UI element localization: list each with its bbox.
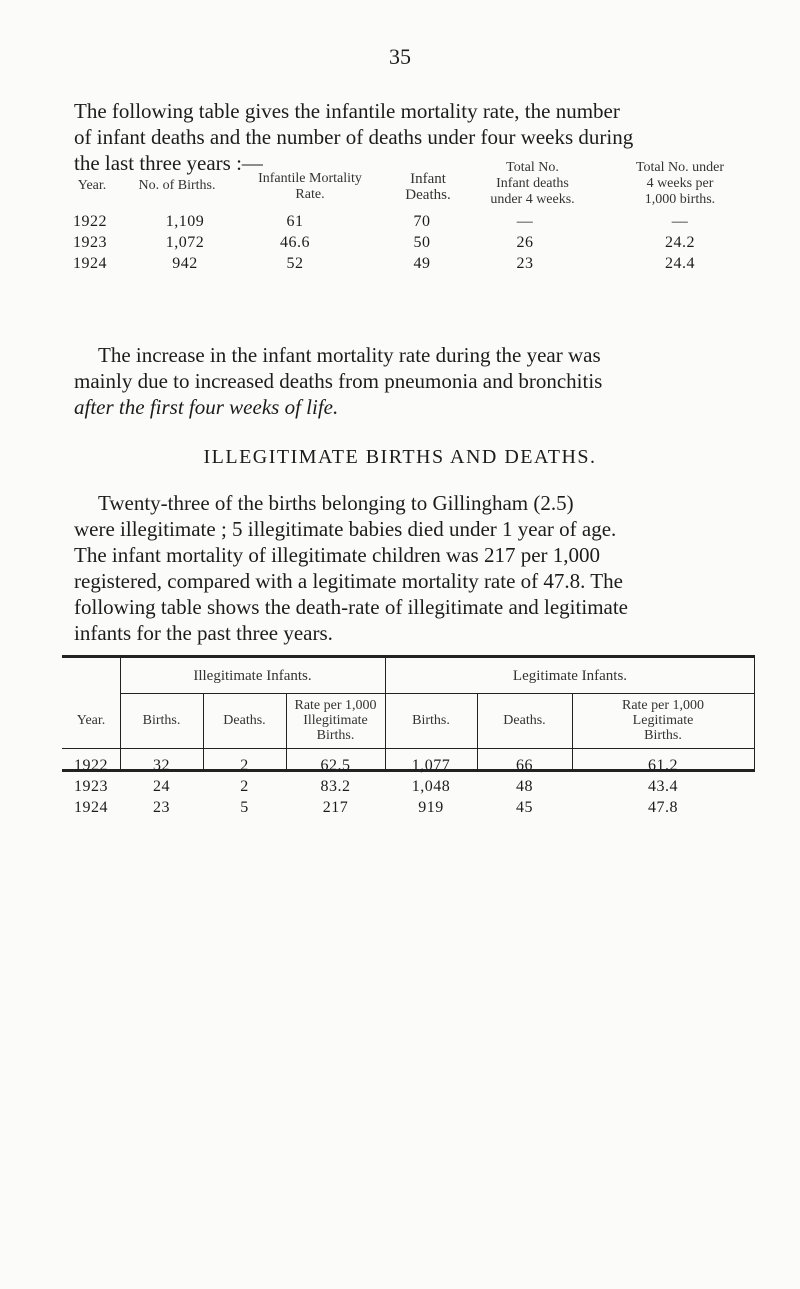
para-line: mainly due to increased deaths from pneumonia and bronchitis [74, 369, 603, 393]
col-header-leg-rate-line: Births. [644, 728, 682, 743]
cell-per1000: — [671, 213, 689, 230]
cell-year: 1924 [74, 799, 108, 816]
group-header-legitimate: Legitimate Infants. [512, 668, 628, 684]
col-header-leg-rate-line: Rate per 1,000 [621, 698, 705, 713]
col-header-leg-births: Births. [412, 713, 450, 728]
col-header-deaths [388, 171, 468, 203]
para-line-italic: after the first four weeks of life. [74, 395, 339, 419]
cell-leg-deaths: 66 [516, 757, 533, 774]
cell-leg-births: 1,048 [411, 778, 451, 795]
para-line: following table shows the death-rate of illegitimate and legitimate [74, 595, 628, 619]
col-header-ill-rate-line: Illegitimate [303, 713, 368, 728]
col-header-rate [235, 171, 385, 203]
col-header-under4 [465, 160, 600, 208]
cell-rate: 52 [286, 255, 304, 272]
col-header-rate-line: Rate. [295, 187, 325, 202]
cell-under4: 26 [516, 234, 534, 251]
cell-year: 1922 [73, 213, 107, 230]
col-header-per1000 [600, 160, 760, 208]
cell-leg-births: 1,077 [411, 757, 451, 774]
cell-births: 1,109 [165, 213, 205, 230]
col-header-ill-births: Births. [142, 713, 181, 728]
cell-per1000: 24.2 [665, 234, 695, 251]
para-line: registered, compared with a legitimate mortality rate of 47.8. The [74, 569, 623, 593]
cell-under4: — [516, 213, 534, 230]
col-header-deaths-line: Infant [410, 171, 446, 187]
cell-year: 1922 [74, 757, 108, 774]
para-line: The infant mortality of illegitimate children was 217 per 1,000 [74, 543, 601, 567]
illegitimate-legitimate-table [62, 655, 755, 772]
col-header-rate-line: Infantile Mortality [258, 171, 362, 186]
cell-deaths: 49 [413, 255, 431, 272]
cell-rate: 61 [286, 213, 304, 230]
cell-ill-births: 23 [153, 799, 170, 816]
cell-leg-births: 919 [418, 799, 444, 816]
cell-ill-births: 32 [153, 757, 170, 774]
col-header-leg-deaths: Deaths. [503, 713, 546, 728]
col-header-under4-line: under 4 weeks. [490, 192, 575, 207]
page-number: 35 [389, 44, 411, 69]
col-header-leg-rate-line: Legitimate [632, 713, 694, 728]
para-line: infants for the past three years. [74, 621, 333, 645]
col-header-year: Year. [77, 178, 107, 193]
intro-line: The following table gives the infantile mortality rate, the number [74, 99, 620, 123]
cell-leg-rate: 43.4 [648, 778, 678, 795]
table-top-rule [62, 655, 755, 658]
cell-under4: 23 [516, 255, 534, 272]
cell-leg-rate: 61.2 [648, 757, 678, 774]
mortality-comment-paragraph [74, 342, 752, 420]
illegitimate-paragraph [74, 490, 752, 646]
section-heading: ILLEGITIMATE BIRTHS AND DEATHS. [203, 446, 597, 468]
header-rule [62, 748, 755, 749]
cell-leg-rate: 47.8 [648, 799, 678, 816]
col-header-under4-line: Infant deaths [496, 176, 569, 191]
col-header-ill-rate-line: Births. [316, 728, 355, 743]
group-header-illegitimate: Illegitimate Infants. [193, 668, 312, 684]
col-header-under4-line: Total No. [506, 160, 559, 175]
group-rule [120, 693, 755, 694]
cell-ill-births: 24 [153, 778, 170, 795]
cell-deaths: 70 [413, 213, 431, 230]
cell-year: 1923 [73, 234, 107, 251]
cell-rate: 46.6 [280, 234, 310, 251]
cell-year: 1923 [74, 778, 108, 795]
intro-line: of infant deaths and the number of deaths under four weeks during [74, 125, 634, 149]
cell-ill-rate: 83.2 [320, 778, 351, 795]
col-header-year: Year. [76, 713, 106, 728]
table2-body [62, 757, 755, 827]
col-header-leg-rate [572, 698, 754, 743]
col-header-per1000-line: 1,000 births. [644, 192, 716, 207]
cell-ill-rate: 62.5 [320, 757, 351, 774]
col-header-deaths-line: Deaths. [405, 187, 451, 203]
cell-ill-rate: 217 [322, 799, 349, 816]
cell-leg-deaths: 45 [516, 799, 533, 816]
col-header-births: No. of Births. [138, 178, 216, 193]
col-header-per1000-line: Total No. under [635, 160, 725, 175]
cell-births: 942 [172, 255, 198, 272]
cell-ill-deaths: 2 [240, 757, 249, 774]
para-line: were illegitimate ; 5 illegitimate babies died under 1 year of age. [74, 517, 617, 541]
cell-per1000: 24.4 [665, 255, 695, 272]
para-line: Twenty-three of the births belonging to Gillingham (2.5) [98, 491, 574, 515]
col-header-ill-deaths: Deaths. [223, 713, 266, 728]
para-line: The increase in the infant mortality rate during the year was [98, 343, 601, 367]
cell-births: 1,072 [165, 234, 205, 251]
cell-deaths: 50 [413, 234, 431, 251]
cell-ill-deaths: 5 [240, 799, 249, 816]
col-header-per1000-line: 4 weeks per [646, 176, 714, 191]
cell-leg-deaths: 48 [516, 778, 533, 795]
cell-year: 1924 [73, 255, 107, 272]
col-header-ill-rate [286, 698, 385, 743]
intro-line: the last three years :— [74, 151, 263, 175]
cell-ill-deaths: 2 [240, 778, 249, 795]
col-header-ill-rate-line: Rate per 1,000 [294, 698, 377, 713]
